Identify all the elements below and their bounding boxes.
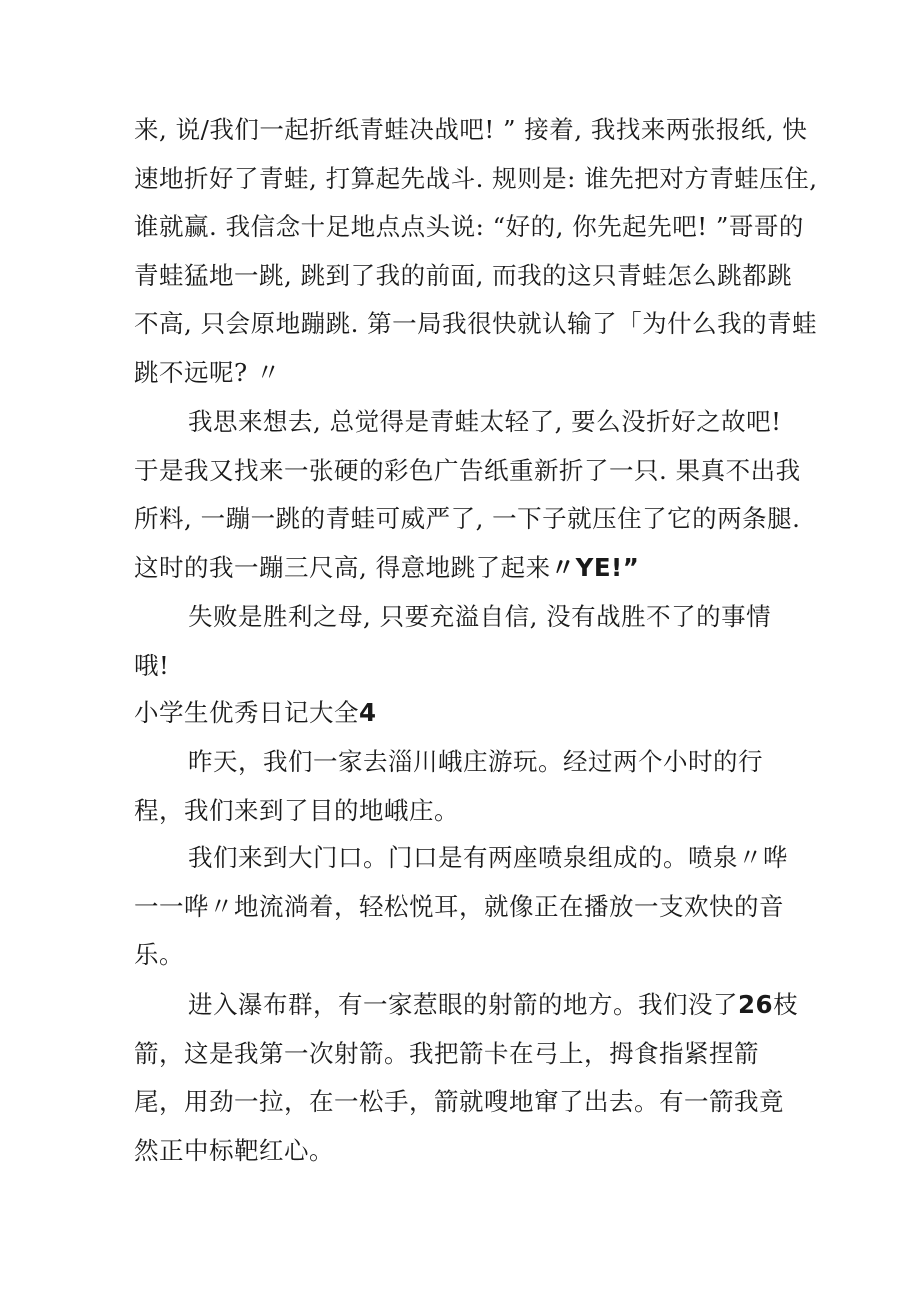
text-line: 尾，用劲一拉，在一松手，箭就嗖地窜了出去。有一箭我竟 xyxy=(134,1087,784,1117)
paragraph-2 xyxy=(134,398,801,592)
text-line: 哦! xyxy=(134,650,170,680)
text-line: 速地折好了青蛙, 打算起先战斗. 规则是: 谁先把对方青蛙压住, xyxy=(134,163,818,193)
text-span: 枝 xyxy=(773,990,799,1019)
paragraph-6 xyxy=(134,981,799,1175)
text-span: 这时的我一蹦三尺高, 得意地跳了起来 xyxy=(134,552,551,582)
text-line: 箭，这是我第一次射箭。我把箭卡在弓上，拇食指紧捏箭 xyxy=(134,1038,759,1068)
paragraph-4 xyxy=(134,738,794,835)
text-span: 进入瀑布群，有一家惹眼的射箭的地方。我们没了 xyxy=(188,990,738,1019)
heading-text: 小学生优秀日记大全 xyxy=(134,698,359,727)
text-line: 我们来到大门口。门口是有两座喷泉组成的。喷泉〃哗 xyxy=(188,843,788,872)
text-line: 来, 说/我们一起折纸青蛙决战吧! ” 接着, 我找来两张报纸, 快 xyxy=(134,115,808,144)
heading-number: 4 xyxy=(359,698,377,727)
text-line: 青蛙猛地一跳, 跳到了我的前面, 而我的这只青蛙怎么跳都跳 xyxy=(134,260,793,290)
shout-text: 〃YE!” xyxy=(550,552,640,582)
text-line: 我思来想去, 总觉得是青蛙太轻了, 要么没折好之故吧! xyxy=(188,407,782,436)
text-line: 谁就赢. 我信念十足地点点头说: “好的, 你先起先吧! ”哥哥的 xyxy=(134,212,804,242)
text-line: 然正中标靶红心。 xyxy=(134,1135,334,1165)
paragraph-1 xyxy=(134,106,818,398)
text-line: 失败是胜利之母, 只要充溢自信, 没有战胜不了的事情 xyxy=(188,602,772,631)
text-line: 一一哗〃地流淌着，轻松悦耳，就像正在播放一支欢快的音 xyxy=(134,891,784,921)
number-text: 26 xyxy=(738,990,774,1019)
text-line: 于是我又找来一张硬的彩色广告纸重新折了一只. 果真不出我 xyxy=(134,455,801,485)
text-line: 程，我们来到了目的地峨庄。 xyxy=(134,795,459,825)
paragraph-3 xyxy=(134,593,794,690)
text-line xyxy=(134,544,794,593)
heading-line xyxy=(134,689,794,738)
text-line: 乐。 xyxy=(134,940,184,970)
section-heading xyxy=(134,689,794,738)
text-line: 所料, 一蹦一跳的青蛙可威严了, 一下子就压住了它的两条腿. xyxy=(134,504,801,534)
text-line: 昨天，我们一家去淄川峨庄游玩。经过两个小时的行 xyxy=(188,747,763,776)
paragraph-5 xyxy=(134,834,794,980)
text-line xyxy=(134,981,799,1030)
text-line: 跳不远呢? 〃 xyxy=(134,357,281,387)
text-line: 不高, 只会原地蹦跳. 第一局我很快就认输了「为什么我的青蛙 xyxy=(134,309,818,339)
